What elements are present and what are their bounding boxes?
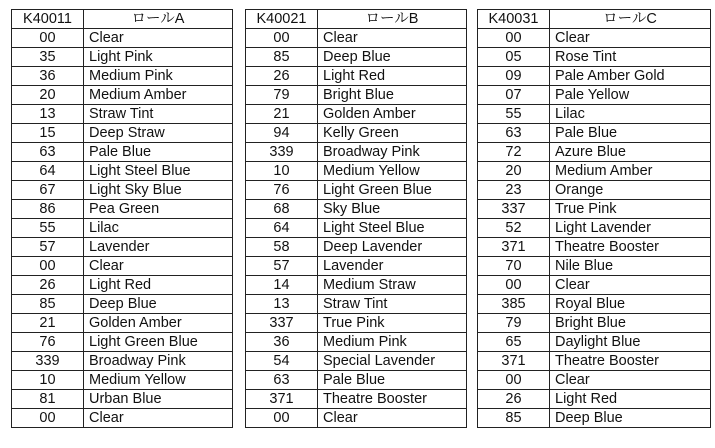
table-row [246,314,467,333]
color-code-cell: 35 [12,48,84,67]
color-code-cell: 00 [246,409,318,428]
color-code-cell: 79 [478,314,550,333]
table-row [478,390,711,409]
color-code-cell: 339 [246,143,318,162]
color-name-cell: Lilac [550,105,711,124]
color-code-cell: 94 [246,124,318,143]
color-code-cell: 86 [12,200,84,219]
table-row [478,276,711,295]
table-row [478,219,711,238]
color-code-cell: 55 [12,219,84,238]
gel-roll-tables [11,9,711,437]
code-header: K40011 [12,10,84,29]
table-row [246,371,467,390]
color-name-cell: Sky Blue [318,200,467,219]
color-name-cell: Theatre Booster [318,390,467,409]
color-name-cell: Deep Lavender [318,238,467,257]
table-row [246,143,467,162]
roll-name-header: ロールA [84,10,233,29]
color-name-cell: Deep Blue [318,48,467,67]
color-code-cell: 68 [246,200,318,219]
table-row [246,105,467,124]
color-name-cell: True Pink [550,200,711,219]
table-row [12,314,233,333]
color-name-cell: Bright Blue [318,86,467,105]
color-name-cell: Straw Tint [84,105,233,124]
color-code-cell: 337 [246,314,318,333]
color-code-cell: 57 [12,238,84,257]
color-name-cell: Medium Yellow [318,162,467,181]
color-name-cell: Golden Amber [84,314,233,333]
color-name-cell: Medium Yellow [84,371,233,390]
color-name-cell: Deep Straw [84,124,233,143]
color-code-cell: 79 [246,86,318,105]
color-code-cell: 07 [478,86,550,105]
color-name-cell: Light Steel Blue [84,162,233,181]
color-name-cell: Medium Pink [318,333,467,352]
color-name-cell: Light Steel Blue [318,219,467,238]
table-row [12,200,233,219]
table-row [478,257,711,276]
color-name-cell: Clear [84,257,233,276]
color-name-cell: Clear [550,29,711,48]
table-row [12,105,233,124]
color-name-cell: Deep Blue [550,409,711,428]
color-name-cell: Lilac [84,219,233,238]
table-row [478,181,711,200]
table-row [246,67,467,86]
table-row [478,295,711,314]
color-code-cell: 00 [246,29,318,48]
color-code-cell: 00 [478,276,550,295]
color-name-cell: Azure Blue [550,143,711,162]
color-code-cell: 65 [478,333,550,352]
color-code-cell: 63 [478,124,550,143]
table-row [478,409,711,428]
color-code-cell: 371 [478,238,550,257]
roll-b-table [245,9,467,428]
color-code-cell: 10 [246,162,318,181]
color-code-cell: 67 [12,181,84,200]
color-name-cell: Theatre Booster [550,238,711,257]
table-row [478,124,711,143]
color-name-cell: Clear [84,409,233,428]
color-name-cell: Orange [550,181,711,200]
color-code-cell: 15 [12,124,84,143]
color-name-cell: Pea Green [84,200,233,219]
color-code-cell: 00 [12,409,84,428]
color-name-cell: Medium Amber [550,162,711,181]
table-row [246,162,467,181]
table-row [246,390,467,409]
table-row [246,200,467,219]
header-row [478,10,711,29]
table-row [246,333,467,352]
color-code-cell: 385 [478,295,550,314]
table-row [246,295,467,314]
color-code-cell: 63 [246,371,318,390]
color-code-cell: 00 [478,29,550,48]
table-row [12,29,233,48]
color-code-cell: 58 [246,238,318,257]
roll-a-table [11,9,233,428]
table-row [12,257,233,276]
color-name-cell: Clear [318,409,467,428]
color-name-cell: Light Red [318,67,467,86]
color-name-cell: Medium Straw [318,276,467,295]
color-code-cell: 13 [12,105,84,124]
color-name-cell: Straw Tint [318,295,467,314]
color-name-cell: Broadway Pink [84,352,233,371]
code-header: K40021 [246,10,318,29]
color-code-cell: 36 [12,67,84,86]
color-code-cell: 371 [478,352,550,371]
color-name-cell: Daylight Blue [550,333,711,352]
table-row [12,390,233,409]
table-row [246,257,467,276]
table-row [478,162,711,181]
color-code-cell: 63 [12,143,84,162]
roll-name-header: ロールC [550,10,711,29]
color-code-cell: 26 [12,276,84,295]
color-name-cell: Pale Yellow [550,86,711,105]
color-name-cell: Urban Blue [84,390,233,409]
roll-c-table [477,9,711,428]
table-row [12,276,233,295]
color-name-cell: Medium Pink [84,67,233,86]
table-row [12,124,233,143]
color-code-cell: 36 [246,333,318,352]
table-row [478,200,711,219]
table-row [12,409,233,428]
color-code-cell: 55 [478,105,550,124]
color-name-cell: Clear [84,29,233,48]
color-code-cell: 54 [246,352,318,371]
color-name-cell: Nile Blue [550,257,711,276]
table-row [12,371,233,390]
color-code-cell: 00 [478,371,550,390]
roll-name-header: ロールB [318,10,467,29]
color-code-cell: 23 [478,181,550,200]
table-row [12,295,233,314]
color-name-cell: Light Green Blue [84,333,233,352]
header-row [246,10,467,29]
color-code-cell: 05 [478,48,550,67]
color-name-cell: Pale Blue [550,124,711,143]
color-name-cell: Golden Amber [318,105,467,124]
color-code-cell: 76 [246,181,318,200]
color-name-cell: Pale Blue [318,371,467,390]
color-name-cell: Bright Blue [550,314,711,333]
color-name-cell: Deep Blue [84,295,233,314]
color-name-cell: Light Red [550,390,711,409]
color-code-cell: 26 [478,390,550,409]
color-code-cell: 85 [246,48,318,67]
color-code-cell: 70 [478,257,550,276]
table-row [478,352,711,371]
table-row [246,181,467,200]
table-row [478,105,711,124]
color-name-cell: Light Pink [84,48,233,67]
color-name-cell: Royal Blue [550,295,711,314]
table-row [12,67,233,86]
table-row [12,181,233,200]
color-name-cell: Special Lavender [318,352,467,371]
color-code-cell: 20 [12,86,84,105]
color-code-cell: 13 [246,295,318,314]
color-code-cell: 85 [12,295,84,314]
table-row [478,238,711,257]
table-row [246,86,467,105]
color-code-cell: 21 [246,105,318,124]
table-row [12,162,233,181]
color-name-cell: Theatre Booster [550,352,711,371]
table-row [478,48,711,67]
color-code-cell: 81 [12,390,84,409]
table-row [12,48,233,67]
code-header: K40031 [478,10,550,29]
color-code-cell: 337 [478,200,550,219]
color-code-cell: 20 [478,162,550,181]
color-name-cell: Light Red [84,276,233,295]
table-row [12,219,233,238]
color-code-cell: 339 [12,352,84,371]
table-row [246,48,467,67]
color-code-cell: 00 [12,257,84,276]
table-row [478,371,711,390]
color-name-cell: Light Lavender [550,219,711,238]
table-row [246,219,467,238]
color-name-cell: Clear [550,276,711,295]
color-code-cell: 76 [12,333,84,352]
table-row [478,86,711,105]
color-name-cell: Pale Blue [84,143,233,162]
table-row [246,124,467,143]
color-name-cell: Medium Amber [84,86,233,105]
color-name-cell: True Pink [318,314,467,333]
color-code-cell: 26 [246,67,318,86]
color-code-cell: 52 [478,219,550,238]
table-row [246,276,467,295]
color-code-cell: 00 [12,29,84,48]
table-row [478,143,711,162]
header-row [12,10,233,29]
color-name-cell: Light Green Blue [318,181,467,200]
color-name-cell: Broadway Pink [318,143,467,162]
color-name-cell: Clear [550,371,711,390]
color-code-cell: 64 [246,219,318,238]
table-row [12,143,233,162]
color-code-cell: 10 [12,371,84,390]
color-name-cell: Clear [318,29,467,48]
table-row [12,238,233,257]
color-code-cell: 72 [478,143,550,162]
color-code-cell: 14 [246,276,318,295]
table-row [478,67,711,86]
color-code-cell: 21 [12,314,84,333]
color-name-cell: Lavender [84,238,233,257]
table-row [246,409,467,428]
table-row [12,333,233,352]
color-code-cell: 09 [478,67,550,86]
table-row [246,29,467,48]
color-name-cell: Lavender [318,257,467,276]
color-code-cell: 371 [246,390,318,409]
color-code-cell: 57 [246,257,318,276]
color-name-cell: Pale Amber Gold [550,67,711,86]
table-row [246,352,467,371]
color-name-cell: Kelly Green [318,124,467,143]
table-row [478,314,711,333]
color-name-cell: Light Sky Blue [84,181,233,200]
color-code-cell: 64 [12,162,84,181]
color-name-cell: Rose Tint [550,48,711,67]
table-row [246,238,467,257]
table-row [12,86,233,105]
table-row [478,29,711,48]
table-row [478,333,711,352]
table-row [12,352,233,371]
color-code-cell: 85 [478,409,550,428]
